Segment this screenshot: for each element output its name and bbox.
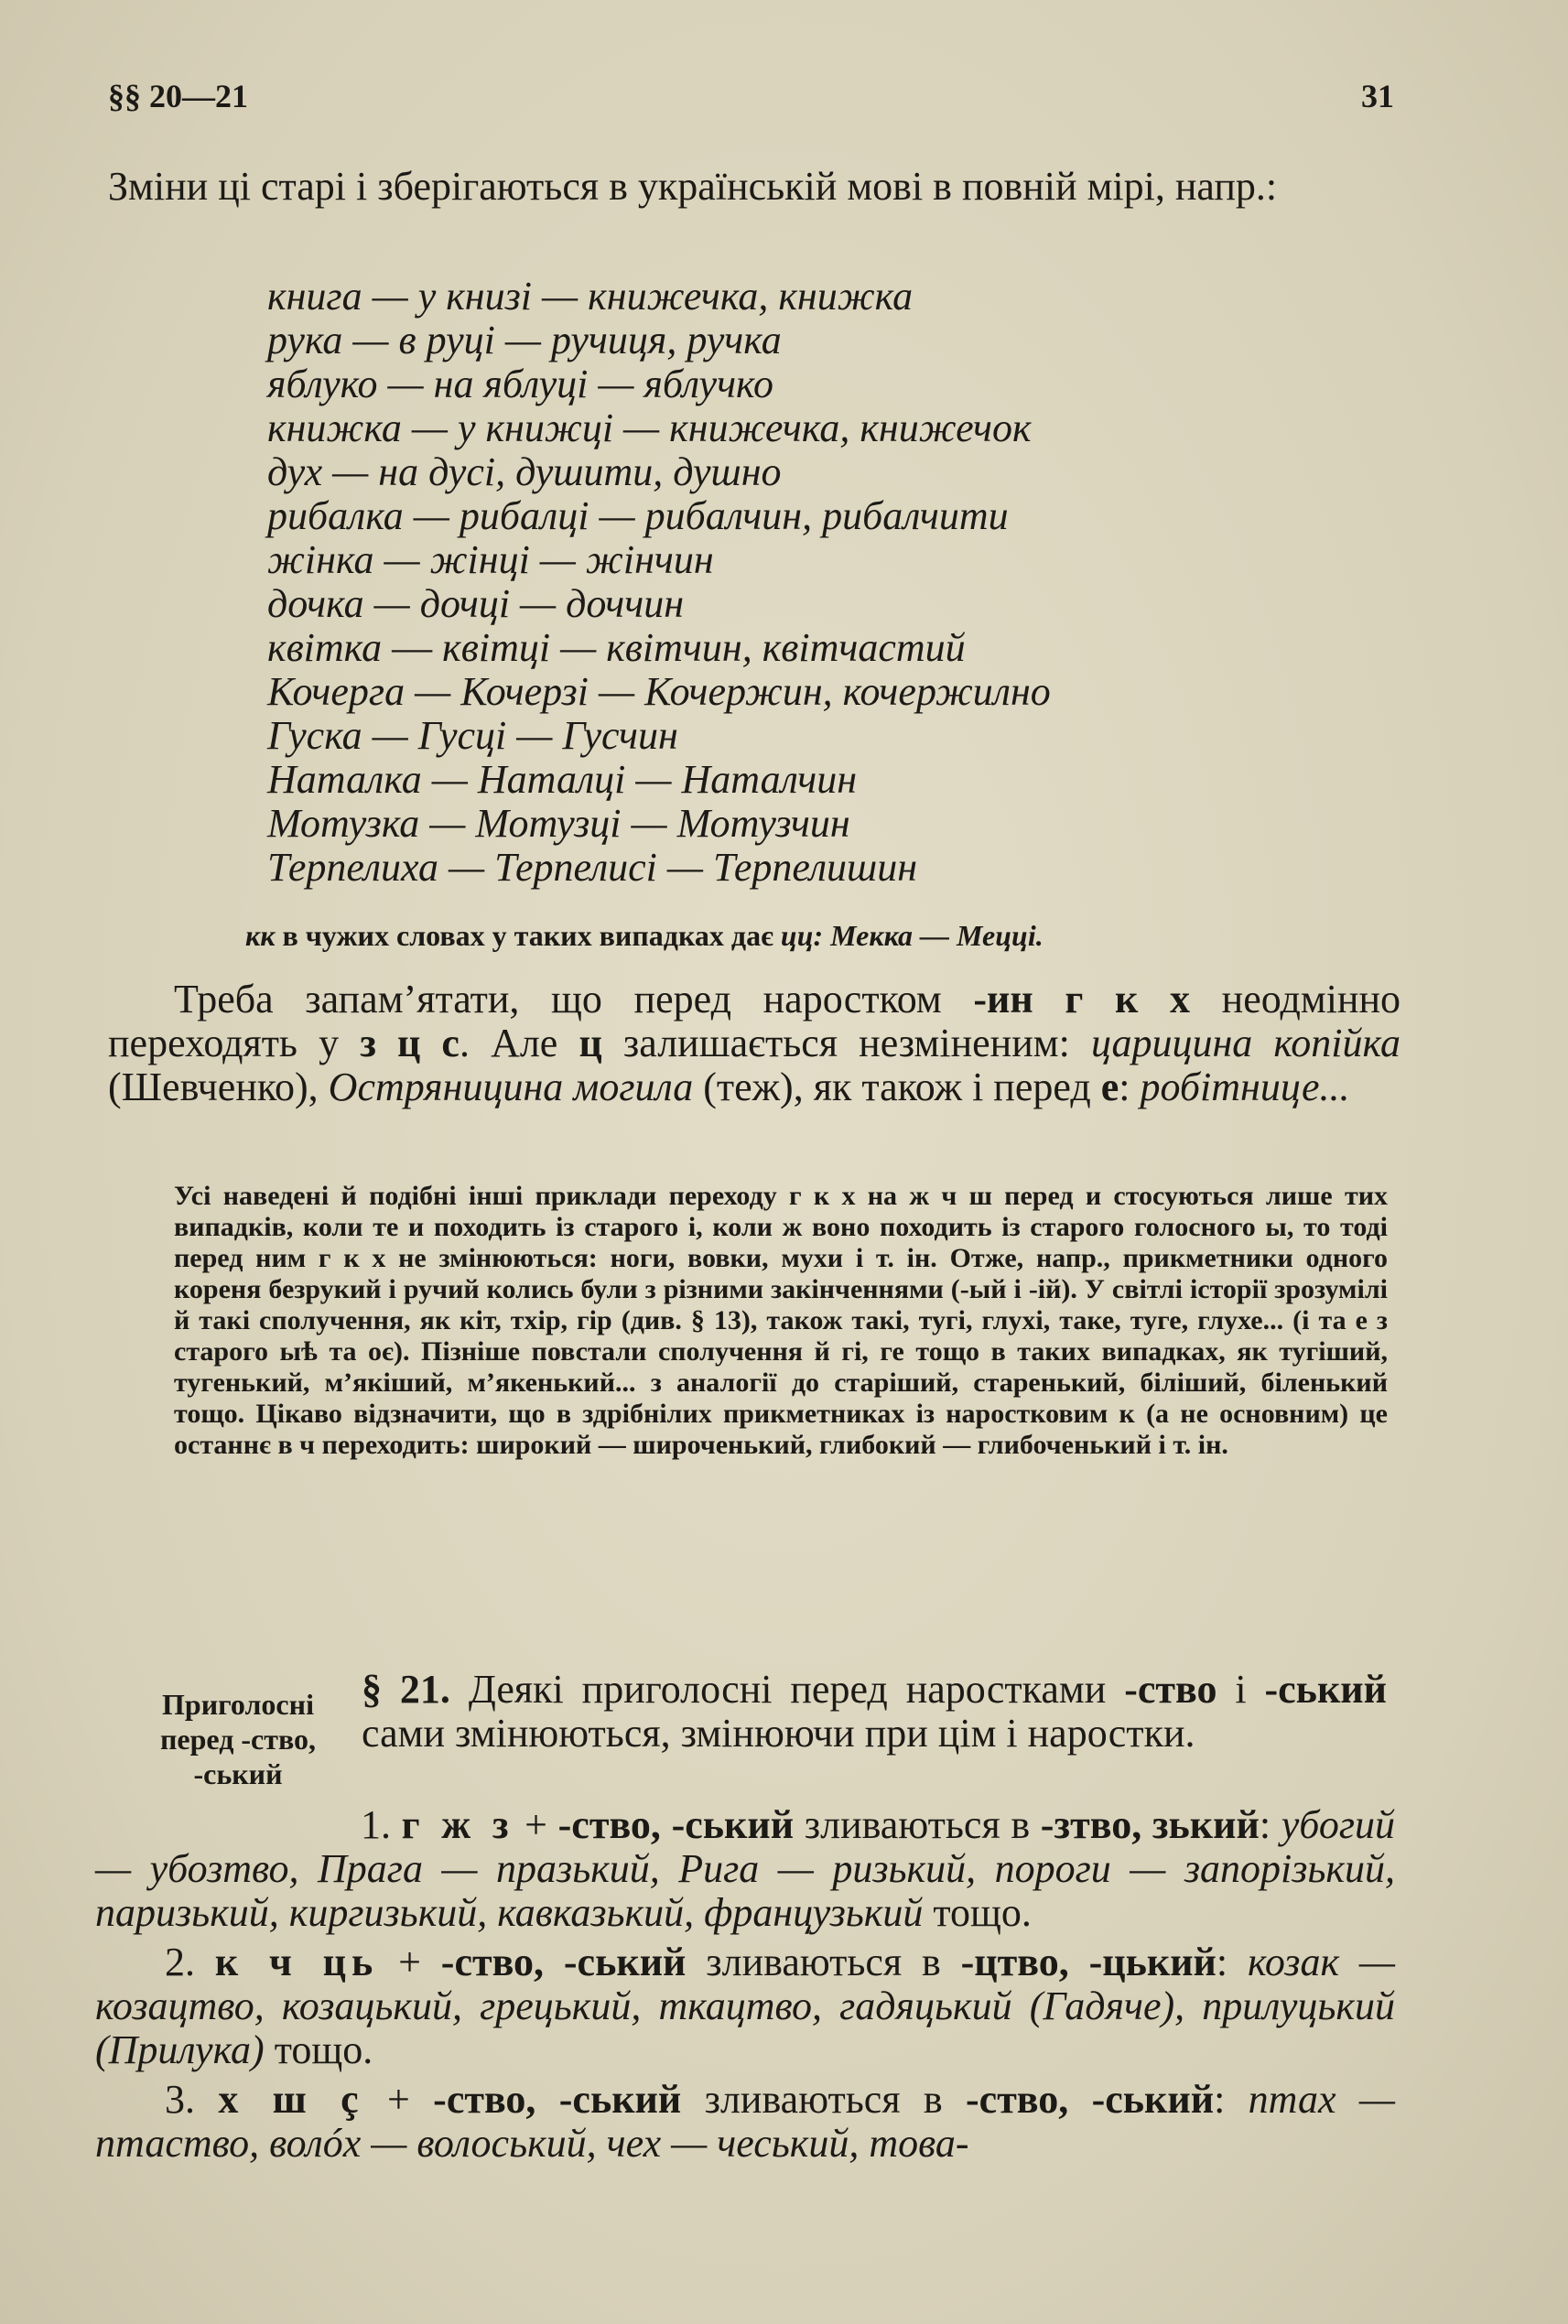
example-line: дух — на дусі, душити, душно: [267, 449, 782, 494]
section-21-items: [95, 1803, 1395, 2171]
historical-note: Усі наведені й подібні інші приклади переходу г к х на ж ч ш перед и стосуються лише тих випадків, коли те и походить із старого і, коли ж воно походить із старого голосного ы, то тоді перед ним г к х не змінюються: ноги, вовки, мухи і т. ін. Отже, напр., прикметники одного кореня безрукий і ручий колись були з різними закінченнями (-ый і -ій). У світлі історії зрозумілі й такі сполучення, як кіт, тхір, гір (див. § 13), також такі, тугі, глухі, таке, туге, глухе... (і та е з старого ыѣ та oє). Пізніше повстали сполучення й гі, ге тощо в таких випадках, як тугіший, тугенький, м’якіший, м’якенький... з аналогії до старіший, старенький, біліший, біленький тощо. Цікаво відзначити, що в здрібнілих прикметниках із наростковим к (а не основним) це останнє в ч переходить: широкий — широченький, глибокий — глибоченький і т. ін.: [174, 1181, 1388, 1460]
example-line: книга — у книзі — книжечка, книжка: [267, 274, 914, 319]
example-line: рибалка — рибалці — рибалчин, рибалчити: [267, 493, 1009, 538]
rule-paragraph: Треба запам’ятати, що перед наростком -ин г к х неодмінно переходять у з ц с. Але ц залишається незміненим: царицина копійка (Шевченко), Остряницина могила (теж), як також і перед е: робітнице...: [108, 977, 1401, 1109]
intro-paragraph: Зміни ці старі і зберігаються в українській мові в повній мірі, напр.:: [108, 164, 1278, 209]
example-line: Мотузка — Мотузці — Мотузчин: [267, 801, 850, 846]
example-line: Наталка — Наталці — Наталчин: [267, 757, 858, 802]
example-line: Кочерга — Кочерзі — Кочержин, кочержилно: [267, 669, 1051, 714]
example-line: дочка — дочці — доччин: [267, 581, 685, 626]
section-range: §§ 20—21: [108, 78, 248, 114]
margin-label: Приголосні перед -ство, -ський: [159, 1688, 317, 1790]
example-line: жінка — жінці — жінчин: [267, 537, 714, 582]
example-line: рука — в руці — ручиця, ручка: [267, 318, 782, 362]
example-line: Гуска — Гусці — Гусчин: [267, 713, 678, 758]
rule-item-3: 3. х ш ç + -ство, -ський зливаються в -ство, -ський: птах — птаство, волóх — волоський, чех — чеський, това-: [95, 2077, 1395, 2166]
kk-note: кк в чужих словах у таких випадках дає цц: Мекка — Мецці.: [245, 919, 1044, 952]
rule-item-1: 1. г ж з + -ство, -ський зливаються в -зтво, зький: убогий — убозтво, Прага — празький, Рига — ризький, пороги — запорізький, паризький, киргизький, кавказький, французький тощо.: [95, 1802, 1395, 1935]
example-list: [267, 275, 1051, 890]
example-line: яблуко — на яблуці — яблучко: [267, 362, 773, 406]
page-number: 31: [1361, 78, 1394, 114]
example-line: Терпелиха — Терпелисі — Терпелишин: [267, 845, 918, 890]
section-21-heading: § 21. Деякі приголосні перед наростками -ство і -ський сами змінюються, змінюючи при цім і наростки.: [362, 1667, 1388, 1756]
page-header: [108, 77, 1394, 115]
example-line: квітка –– квітці — квітчин, квітчастий: [267, 625, 966, 670]
rule-item-2: 2. к ч ць + -ство, -ський зливаються в -цтво, -цький: козак — козацтво, козацький, грецький, ткацтво, гадяцький (Гадяче), прилуцький (Прилука) тощо.: [95, 1940, 1396, 2072]
example-line: книжка — у книжці — книжечка, книжечок: [267, 405, 1032, 450]
